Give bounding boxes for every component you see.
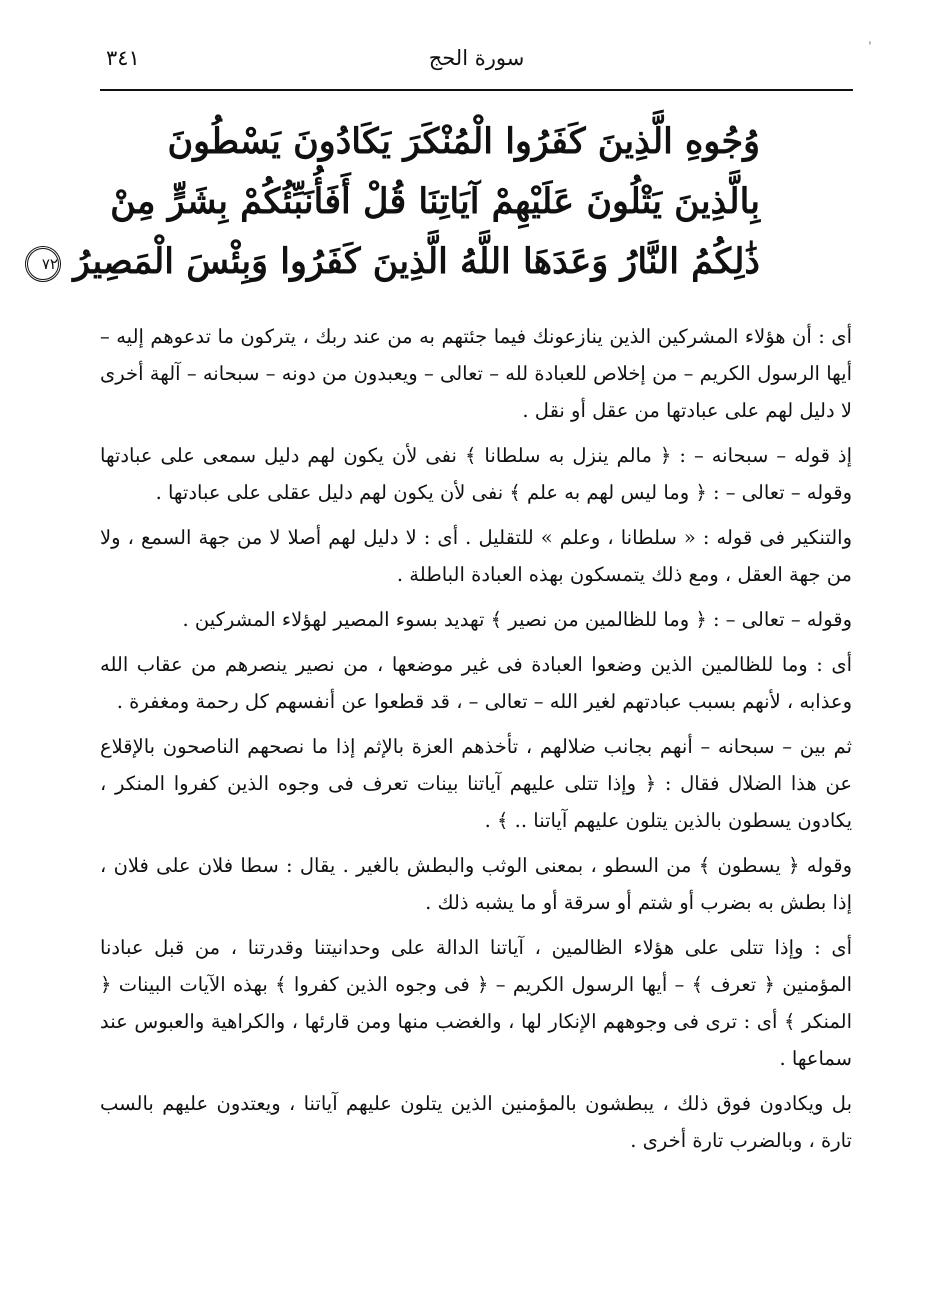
page-header bbox=[100, 38, 853, 90]
paragraph: إذ قوله – سبحانه – : ﴿ مالم ينزل به سلطانا ﴾ نفى لأن يكون لهم دليل سمعى على عبادتها وقوله – تعالى – : ﴿ وما ليس لهم به علم ﴾ نفى لأن يكون لهم دليل عقلى على عبادتها . bbox=[100, 444, 852, 504]
surah-title: سورة الحج bbox=[428, 46, 525, 70]
commentary-body bbox=[100, 318, 852, 1167]
verse-line-3-text: ذَٰلِكُمُ النَّارُ وَعَدَهَا اللَّهُ الَّذِينَ كَفَرُوا وَبِئْسَ الْمَصِيرُ bbox=[73, 241, 760, 282]
verse-line-2: بِالَّذِينَ يَتْلُونَ عَلَيْهِمْ آيَاتِنَا قُلْ أَفَأُنَبِّئُكُمْ بِشَرٍّ مِنْ bbox=[110, 181, 760, 222]
verse-line-1: وُجُوهِ الَّذِينَ كَفَرُوا الْمُنْكَرَ يَكَادُونَ يَسْطُونَ bbox=[167, 121, 760, 162]
verse-number-medallion: ٧٢ bbox=[25, 246, 61, 282]
paragraph: وقوله ﴿ يسطون ﴾ من السطو ، بمعنى الوثب والبطش بالغير . يقال : سطا فلان على فلان ، إذا بطش به بضرب أو شتم أو سرقة أو ما يشبه ذلك . bbox=[100, 854, 852, 914]
margin-tick-icon: ˈ bbox=[868, 40, 872, 56]
paragraph: وقوله – تعالى – : ﴿ وما للظالمين من نصير ﴾ تهديد بسوء المصير لهؤلاء المشركين . bbox=[182, 608, 852, 631]
paragraph: أى : وما للظالمين الذين وضعوا العبادة فى غير موضعها ، من نصير ينصرهم من عقاب الله وعذابه ، لأنهم بسبب عبادتهم لغير الله – تعالى – ، قد قطعوا عن أنفسهم كل رحمة ومغفرة . bbox=[100, 653, 852, 713]
page-number: ٣٤١ bbox=[106, 46, 140, 70]
verse-line-3 bbox=[41, 232, 760, 292]
quran-verse-block bbox=[41, 112, 760, 292]
header-divider bbox=[100, 89, 853, 91]
paragraph: أى : وإذا تتلى على هؤلاء الظالمين ، آياتنا الدالة على وحدانيتنا وقدرتنا ، من قبل عبادنا المؤمنين ﴿ تعرف ﴾ – أيها الرسول الكريم – ﴿ فى وجوه الذين كفروا ﴾ بهذه الآيات البينات ﴿ المنكر ﴾ أى : ترى فى وجوههم الإنكار لها ، والغضب منها ومن قارئها ، والكراهية والعبوس عند سماعها . bbox=[100, 936, 852, 1070]
paragraph: أى : أن هؤلاء المشركين الذين ينازعونك فيما جئتهم به من عند ربك ، يتركون ما تدعوهم إليه – أيها الرسول الكريم – من إخلاص للعبادة لله – تعالى – ويعبدون من دونه – سبحانه – آلهة أخرى لا دليل لهم على عبادتها من عقل أو نقل . bbox=[100, 325, 852, 422]
paragraph: والتنكير فى قوله : « سلطانا ، وعلم » للتقليل . أى : لا دليل لهم أصلا لا من جهة السمع ، ولا من جهة العقل ، ومع ذلك يتمسكون بهذه العبادة الباطلة . bbox=[100, 526, 852, 586]
paragraph: ثم بين – سبحانه – أنهم بجانب ضلالهم ، تأخذهم العزة بالإثم إذا ما نصحهم الناصحون بالإقلاع عن هذا الضلال فقال : ﴿ وإذا تتلى عليهم آياتنا بينات تعرف فى وجوه الذين كفروا المنكر ، يكادون يسطون بالذين يتلون عليهم آياتنا .. ﴾ . bbox=[100, 735, 852, 832]
paragraph: بل ويكادون فوق ذلك ، يبطشون بالمؤمنين الذين يتلون عليهم آياتنا ، ويعتدون عليهم بالسب تارة ، وبالضرب تارة أخرى . bbox=[100, 1092, 852, 1152]
